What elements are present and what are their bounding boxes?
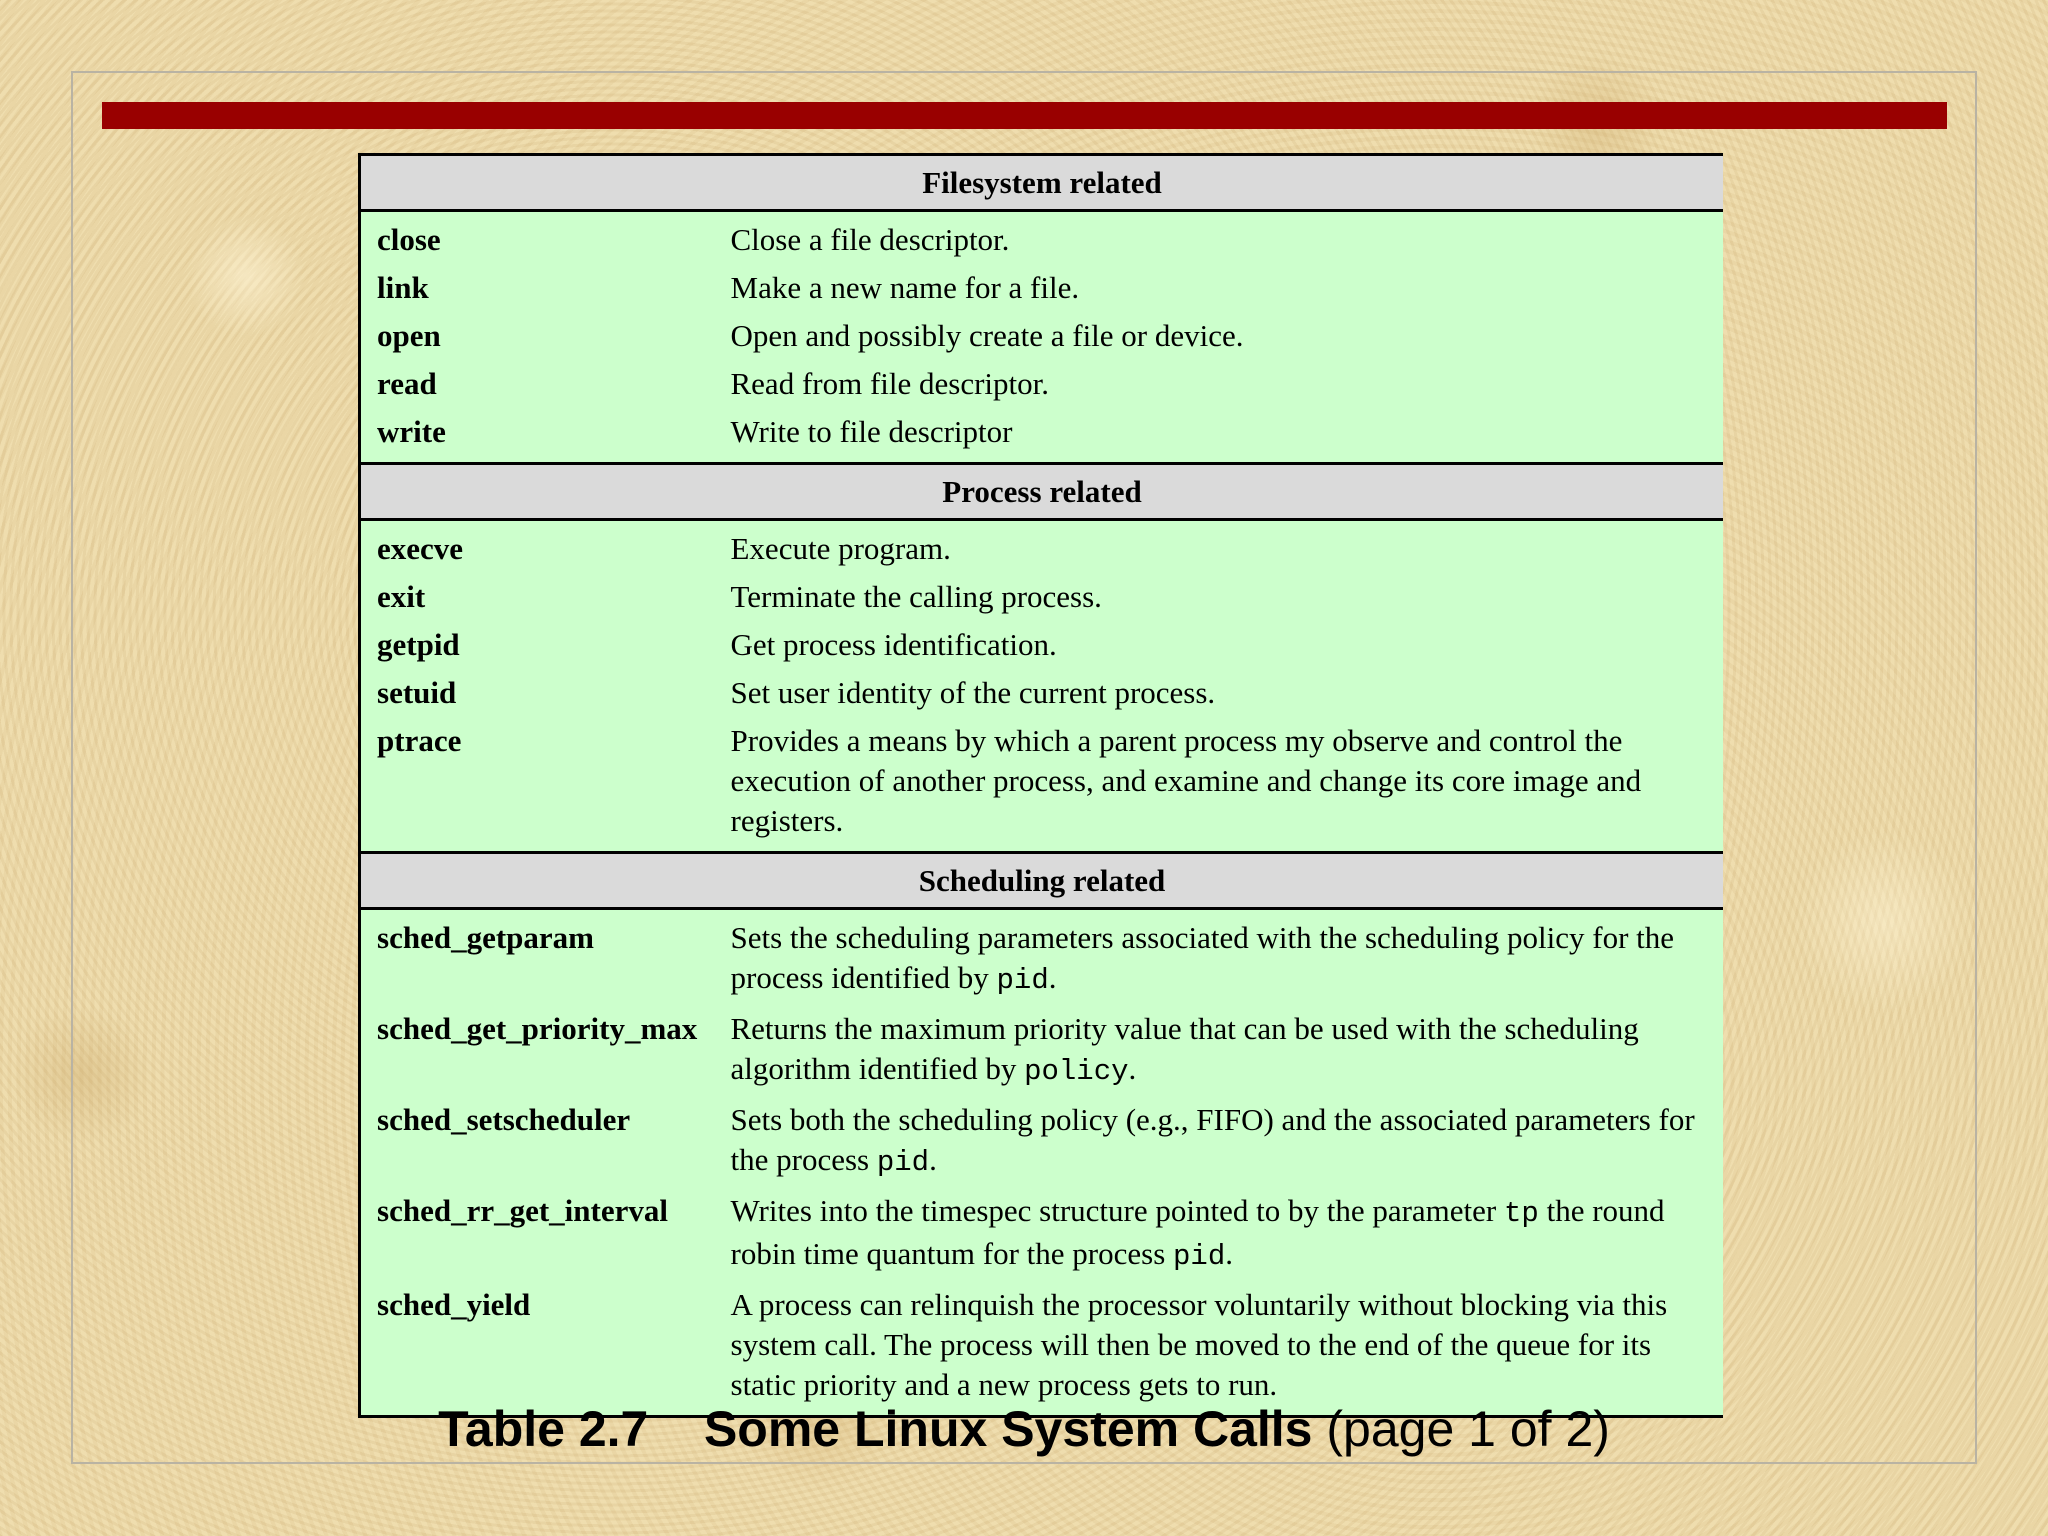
description-text: Writes into the timespec structure pointed to by the parameter bbox=[730, 1193, 1505, 1228]
section-header-row bbox=[360, 155, 1724, 211]
syscall-name: getpid bbox=[377, 627, 460, 662]
syscall-description bbox=[731, 1277, 1724, 1417]
section-header-row bbox=[360, 853, 1724, 909]
syscall-name: ptrace bbox=[377, 723, 462, 758]
syscall-description bbox=[731, 1001, 1724, 1092]
syscall-name: setuid bbox=[377, 675, 457, 710]
table-row bbox=[360, 1277, 1724, 1417]
table-row bbox=[360, 617, 1724, 665]
description-text: Sets the scheduling parameters associated with the scheduling policy for the process identified by bbox=[730, 920, 1675, 995]
table-row bbox=[360, 211, 1724, 261]
syscall-name: read bbox=[377, 366, 437, 401]
syscall-name: exit bbox=[377, 579, 426, 614]
caption-title: Some Linux System Calls bbox=[703, 1401, 1313, 1457]
syscall-description bbox=[731, 356, 1724, 404]
syscall-description bbox=[731, 909, 1724, 1002]
table-caption bbox=[0, 1400, 2048, 1458]
section-header: Process related bbox=[360, 464, 1724, 520]
description-text: Close a file descriptor. bbox=[730, 222, 1010, 257]
table-row bbox=[360, 1001, 1724, 1092]
table-row bbox=[360, 713, 1724, 853]
table-row bbox=[360, 909, 1724, 1002]
description-text: Terminate the calling process. bbox=[730, 579, 1102, 614]
code-term: policy bbox=[1024, 1055, 1129, 1088]
description-text: . bbox=[1048, 960, 1057, 995]
description-text: Get process identification. bbox=[730, 627, 1057, 662]
caption-suffix: (page 1 of 2) bbox=[1326, 1401, 1610, 1457]
table-row bbox=[360, 260, 1724, 308]
system-calls-table bbox=[358, 153, 1723, 1418]
syscall-description bbox=[731, 404, 1724, 464]
syscall-description bbox=[731, 308, 1724, 356]
description-text: Set user identity of the current process. bbox=[730, 675, 1216, 710]
syscall-name: close bbox=[377, 222, 441, 257]
table-row bbox=[360, 520, 1724, 570]
table-row bbox=[360, 308, 1724, 356]
syscall-name: write bbox=[377, 414, 446, 449]
description-text: Write to file descriptor bbox=[730, 414, 1013, 449]
description-text: . bbox=[1225, 1236, 1233, 1271]
table-row bbox=[360, 404, 1724, 464]
description-text: Read from file descriptor. bbox=[730, 366, 1050, 401]
syscall-name: sched_setscheduler bbox=[377, 1102, 631, 1137]
syscall-description bbox=[731, 617, 1724, 665]
syscall-description bbox=[731, 1092, 1724, 1183]
description-text: Open and possibly create a file or device. bbox=[730, 318, 1244, 353]
caption-label: Table 2.7 bbox=[438, 1401, 649, 1457]
syscall-name: link bbox=[377, 270, 429, 305]
description-text: . bbox=[929, 1142, 937, 1177]
description-text: Sets both the scheduling policy (e.g., FIFO) and the associated parameters for the process bbox=[730, 1102, 1695, 1177]
code-term: pid bbox=[996, 964, 1049, 997]
section-header: Scheduling related bbox=[360, 853, 1724, 909]
section-header-row bbox=[360, 464, 1724, 520]
code-term: pid bbox=[1173, 1240, 1226, 1273]
syscall-name: execve bbox=[377, 531, 464, 566]
description-text: Returns the maximum priority value that can be used with the scheduling algorithm identified by bbox=[730, 1011, 1639, 1086]
syscall-description bbox=[731, 569, 1724, 617]
table-row bbox=[360, 1183, 1724, 1277]
description-text: the round robin time quantum for the process bbox=[730, 1193, 1665, 1271]
syscall-description bbox=[731, 665, 1724, 713]
section-header: Filesystem related bbox=[360, 155, 1724, 211]
table-row bbox=[360, 569, 1724, 617]
syscall-description bbox=[731, 211, 1724, 261]
description-text: Make a new name for a file. bbox=[730, 270, 1080, 305]
syscall-description bbox=[731, 1183, 1724, 1277]
syscall-name: sched_getparam bbox=[377, 920, 594, 955]
syscall-description bbox=[731, 520, 1724, 570]
syscall-name: sched_rr_get_interval bbox=[377, 1193, 668, 1228]
table-row bbox=[360, 1092, 1724, 1183]
description-text: A process can relinquish the processor voluntarily without blocking via this system call. The process will then be moved to the end of the queue for its static priority and a new process gets to run. bbox=[730, 1287, 1668, 1402]
syscall-description bbox=[731, 713, 1724, 853]
description-text: Execute program. bbox=[730, 531, 951, 566]
syscall-name: sched_yield bbox=[377, 1287, 531, 1322]
description-text: . bbox=[1128, 1051, 1137, 1086]
syscall-name: open bbox=[377, 318, 441, 353]
table-row bbox=[360, 356, 1724, 404]
description-text: Provides a means by which a parent process my observe and control the execution of another process, and examine and change its core image and registers. bbox=[730, 723, 1642, 838]
title-bar bbox=[102, 102, 1947, 129]
table-row bbox=[360, 665, 1724, 713]
code-term: tp bbox=[1504, 1197, 1539, 1230]
syscall-name: sched_get_priority_max bbox=[377, 1011, 698, 1046]
syscall-description bbox=[731, 260, 1724, 308]
code-term: pid bbox=[876, 1146, 930, 1179]
